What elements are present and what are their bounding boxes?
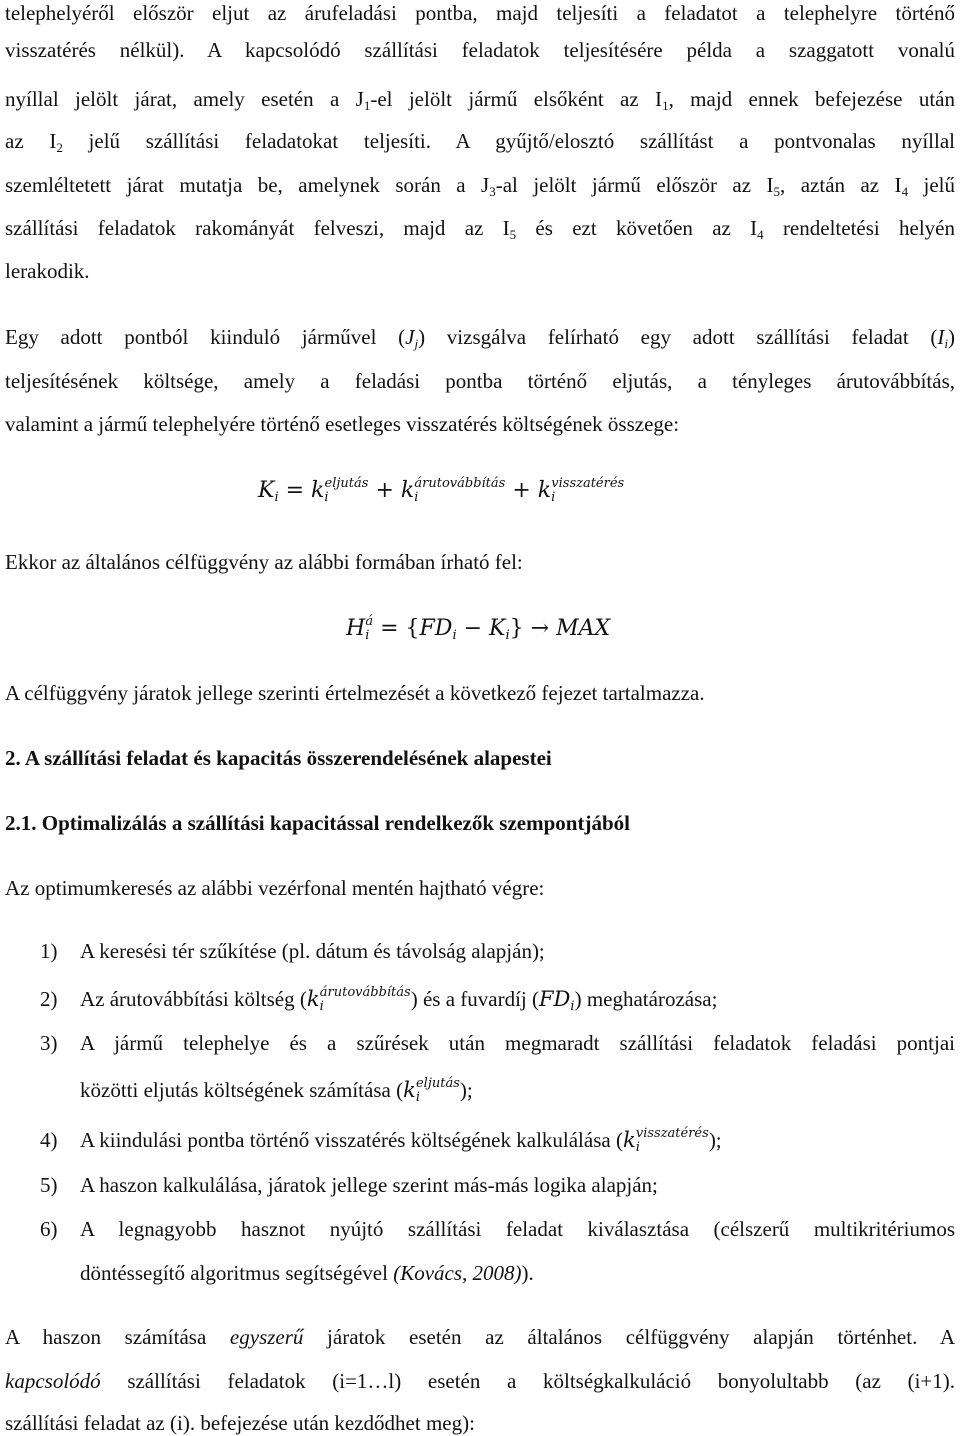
text: valamint a jármű telephelyére történő esetleges visszatérés költségének összege:: [5, 412, 680, 436]
citation: (Kovács, 2008): [393, 1261, 522, 1285]
paragraph-1-line-6: [5, 215, 955, 241]
text: járatok esetén az általános célfüggvény alapján történhet. A: [303, 1325, 956, 1349]
superscript: árutovábbítás: [319, 985, 411, 1000]
plus-sign: +: [505, 478, 538, 503]
subscript: 5: [773, 184, 781, 199]
paragraph-1-line-4: [5, 128, 955, 154]
paragraph-1-line-1: [5, 0, 955, 26]
paragraph-6-line-2: [5, 1368, 955, 1394]
text: visszatérés nélkül). A kapcsolódó szállítási feladatok teljesítésére példa a szaggatott vonalú: [5, 38, 955, 62]
superscript: visszatérés: [551, 476, 625, 491]
text: ) meghatározása;: [574, 987, 718, 1011]
text: szemléltetett járat mutatja be, amelynek során a J: [5, 173, 490, 197]
paragraph-1-line-5: [5, 172, 955, 198]
list-item-6: [0, 1216, 960, 1242]
subscript: i: [635, 1140, 640, 1155]
text: ) vizsgálva felírható egy adott szállítási feladat (: [418, 325, 938, 349]
text: Az optimumkeresés az alábbi vezérfonal mentén hajtható végre:: [5, 876, 545, 900]
section-heading-2-1: [5, 810, 955, 836]
list-text: [80, 986, 955, 1012]
symbol-K: K: [258, 478, 275, 503]
subscript: i: [415, 1090, 420, 1105]
subscript: i: [452, 628, 457, 643]
subscript: i: [319, 999, 324, 1014]
list-text: [80, 1260, 955, 1286]
symbol-k: k: [400, 478, 415, 503]
subscript: i: [570, 999, 575, 1014]
text: nyíllal jelölt járat, amely esetén a J: [5, 87, 364, 111]
text: , aztán az I: [780, 173, 902, 197]
list-item-6-cont: [0, 1260, 960, 1286]
text: közötti eljutás költségének számítása (: [80, 1078, 404, 1102]
subscript: i: [414, 490, 419, 505]
text: Egy adott pontból kiinduló járművel (: [5, 325, 406, 349]
subscript: 5: [509, 227, 517, 242]
text: ): [948, 325, 956, 349]
paragraph-5: [5, 875, 955, 901]
list-item-1: [0, 938, 960, 964]
subscript: 1: [363, 98, 371, 113]
text: szállítási feladatok (i=1…l) esetén a költségkalkuláció bonyolultabb (az (i+1).: [100, 1369, 955, 1393]
vehicle-symbol: J: [405, 325, 415, 349]
symbol-max: MAX: [556, 616, 611, 641]
paragraph-6-line-3: [5, 1410, 955, 1436]
text: és ezt követően az I: [516, 216, 758, 240]
paragraph-1-line-2: [5, 37, 955, 63]
symbol-K: K: [489, 616, 506, 641]
subscript: 2: [56, 140, 63, 155]
symbol-k: k: [622, 1128, 636, 1152]
subscript: i: [551, 490, 556, 505]
text: -al jelölt jármű először az I: [495, 173, 774, 197]
text: teljesítésének költsége, amely a feladási pontba történő eljutás, a tényleges árutovábbítás,: [5, 369, 955, 393]
paragraph-4: [5, 680, 955, 706]
text: -el jelölt jármű elsőként az I: [370, 87, 663, 111]
paragraph-2-line-3: [5, 411, 955, 437]
text: );: [459, 1078, 473, 1102]
list-item-2: [0, 986, 960, 1012]
subscript: 4: [901, 184, 909, 199]
list-text: A jármű telephelye és a szűrések után megmaradt szállítási feladatok feladási pontjai: [80, 1031, 955, 1055]
superscript: á: [365, 614, 374, 629]
text: telephelyéről először eljut az árufeladási pontba, majd teljesíti a feladatot a telephelyre történő: [5, 1, 955, 25]
text: , majd ennek befejezése után: [668, 87, 955, 111]
text: jelű: [908, 173, 955, 197]
list-item-3: [0, 1030, 960, 1056]
symbol-FD: FD: [538, 987, 571, 1011]
plus-sign: +: [368, 478, 401, 503]
list-text: [80, 1127, 955, 1153]
paragraph-6-line-1: [5, 1324, 955, 1350]
text: ) és a fuvardíj (: [410, 987, 539, 1011]
symbol-k: k: [306, 987, 320, 1011]
text: Az árutovábbítási költség (: [80, 987, 307, 1011]
paragraph-1-line-7: [5, 258, 955, 284]
subscript: i: [944, 336, 949, 351]
text: jelű szállítási feladatokat teljesíti. A gyűjtő/elosztó szállítást a pontvonalas nyíllal: [62, 129, 955, 153]
text: 2. A szállítási feladat és kapacitás összerendelésének alapestei: [5, 746, 552, 770]
section-heading-2: [5, 745, 955, 771]
symbol-FD: FD: [419, 616, 453, 641]
list-number: 6): [40, 1217, 58, 1241]
list-text: [80, 1077, 955, 1103]
symbol-k: k: [311, 478, 325, 503]
subscript: i: [274, 490, 279, 505]
superscript: visszatérés: [635, 1126, 709, 1141]
text: szállítási feladat az (i). befejezése után kezdődhet meg):: [5, 1411, 475, 1435]
text: rendeltetési helyén: [763, 216, 955, 240]
paragraph-1-line-3: [5, 86, 955, 112]
list-number: 4): [40, 1128, 58, 1152]
symbol-H: H: [346, 616, 366, 641]
list-number: 1): [40, 939, 58, 963]
list-text: A legnagyobb hasznot nyújtó szállítási feladat kiválasztása (célszerű multikritériumos: [80, 1217, 955, 1241]
text: } →: [509, 616, 557, 641]
text: döntéssegítő algoritmus segítségével: [80, 1261, 394, 1285]
symbol-k: k: [537, 478, 552, 503]
subscript: 3: [489, 184, 496, 199]
subscript: 4: [757, 227, 764, 242]
subscript: 1: [662, 98, 669, 113]
text: A kiindulási pontba történő visszatérés költségének kalkulálása (: [80, 1128, 623, 1152]
list-number: 2): [40, 987, 58, 1011]
superscript: eljutás: [324, 476, 369, 491]
subscript: i: [324, 490, 329, 505]
text: 2.1. Optimalizálás a szállítási kapacitással rendelkezők szempontjából: [5, 811, 630, 835]
paragraph-3: [5, 549, 955, 575]
subscript: i: [505, 628, 510, 643]
list-item-4: [0, 1127, 960, 1153]
list-number: 5): [40, 1173, 58, 1197]
text: lerakodik.: [5, 259, 90, 283]
equation-cost: [258, 478, 624, 503]
subscript: i: [365, 628, 370, 643]
list-text: A haszon kalkulálása, járatok jellege szerint más-más logika alapján;: [80, 1173, 658, 1197]
superscript: eljutás: [415, 1076, 460, 1091]
text: A célfüggvény járatok jellege szerinti értelmezését a következő fejezet tartalmazza.: [5, 681, 705, 705]
subscript: j: [414, 336, 419, 351]
paragraph-2-line-2: [5, 368, 955, 394]
equation-objective: [346, 616, 610, 641]
text: ).: [521, 1261, 534, 1285]
minus-sign: −: [456, 616, 490, 641]
text: szállítási feladatok rakományát felveszi, majd az I: [5, 216, 510, 240]
task-symbol: I: [937, 325, 945, 349]
text: A haszon számítása: [5, 1325, 230, 1349]
list-text: A keresési tér szűkítése (pl. dátum és távolság alapján);: [80, 939, 545, 963]
superscript: árutovábbítás: [414, 476, 506, 491]
text: Ekkor az általános célfüggvény az alábbi formában írható fel:: [5, 550, 523, 574]
list-number: 3): [40, 1031, 58, 1055]
text: az I: [5, 129, 57, 153]
paragraph-2-line-1: [5, 324, 955, 350]
emphasis: kapcsolódó: [5, 1369, 101, 1393]
list-item-3-cont: [0, 1077, 960, 1103]
text: );: [708, 1128, 722, 1152]
text: = {: [373, 616, 420, 641]
equals-sign: =: [278, 478, 312, 503]
list-item-5: [0, 1172, 960, 1198]
emphasis: egyszerű: [229, 1325, 304, 1349]
symbol-k: k: [403, 1078, 416, 1102]
